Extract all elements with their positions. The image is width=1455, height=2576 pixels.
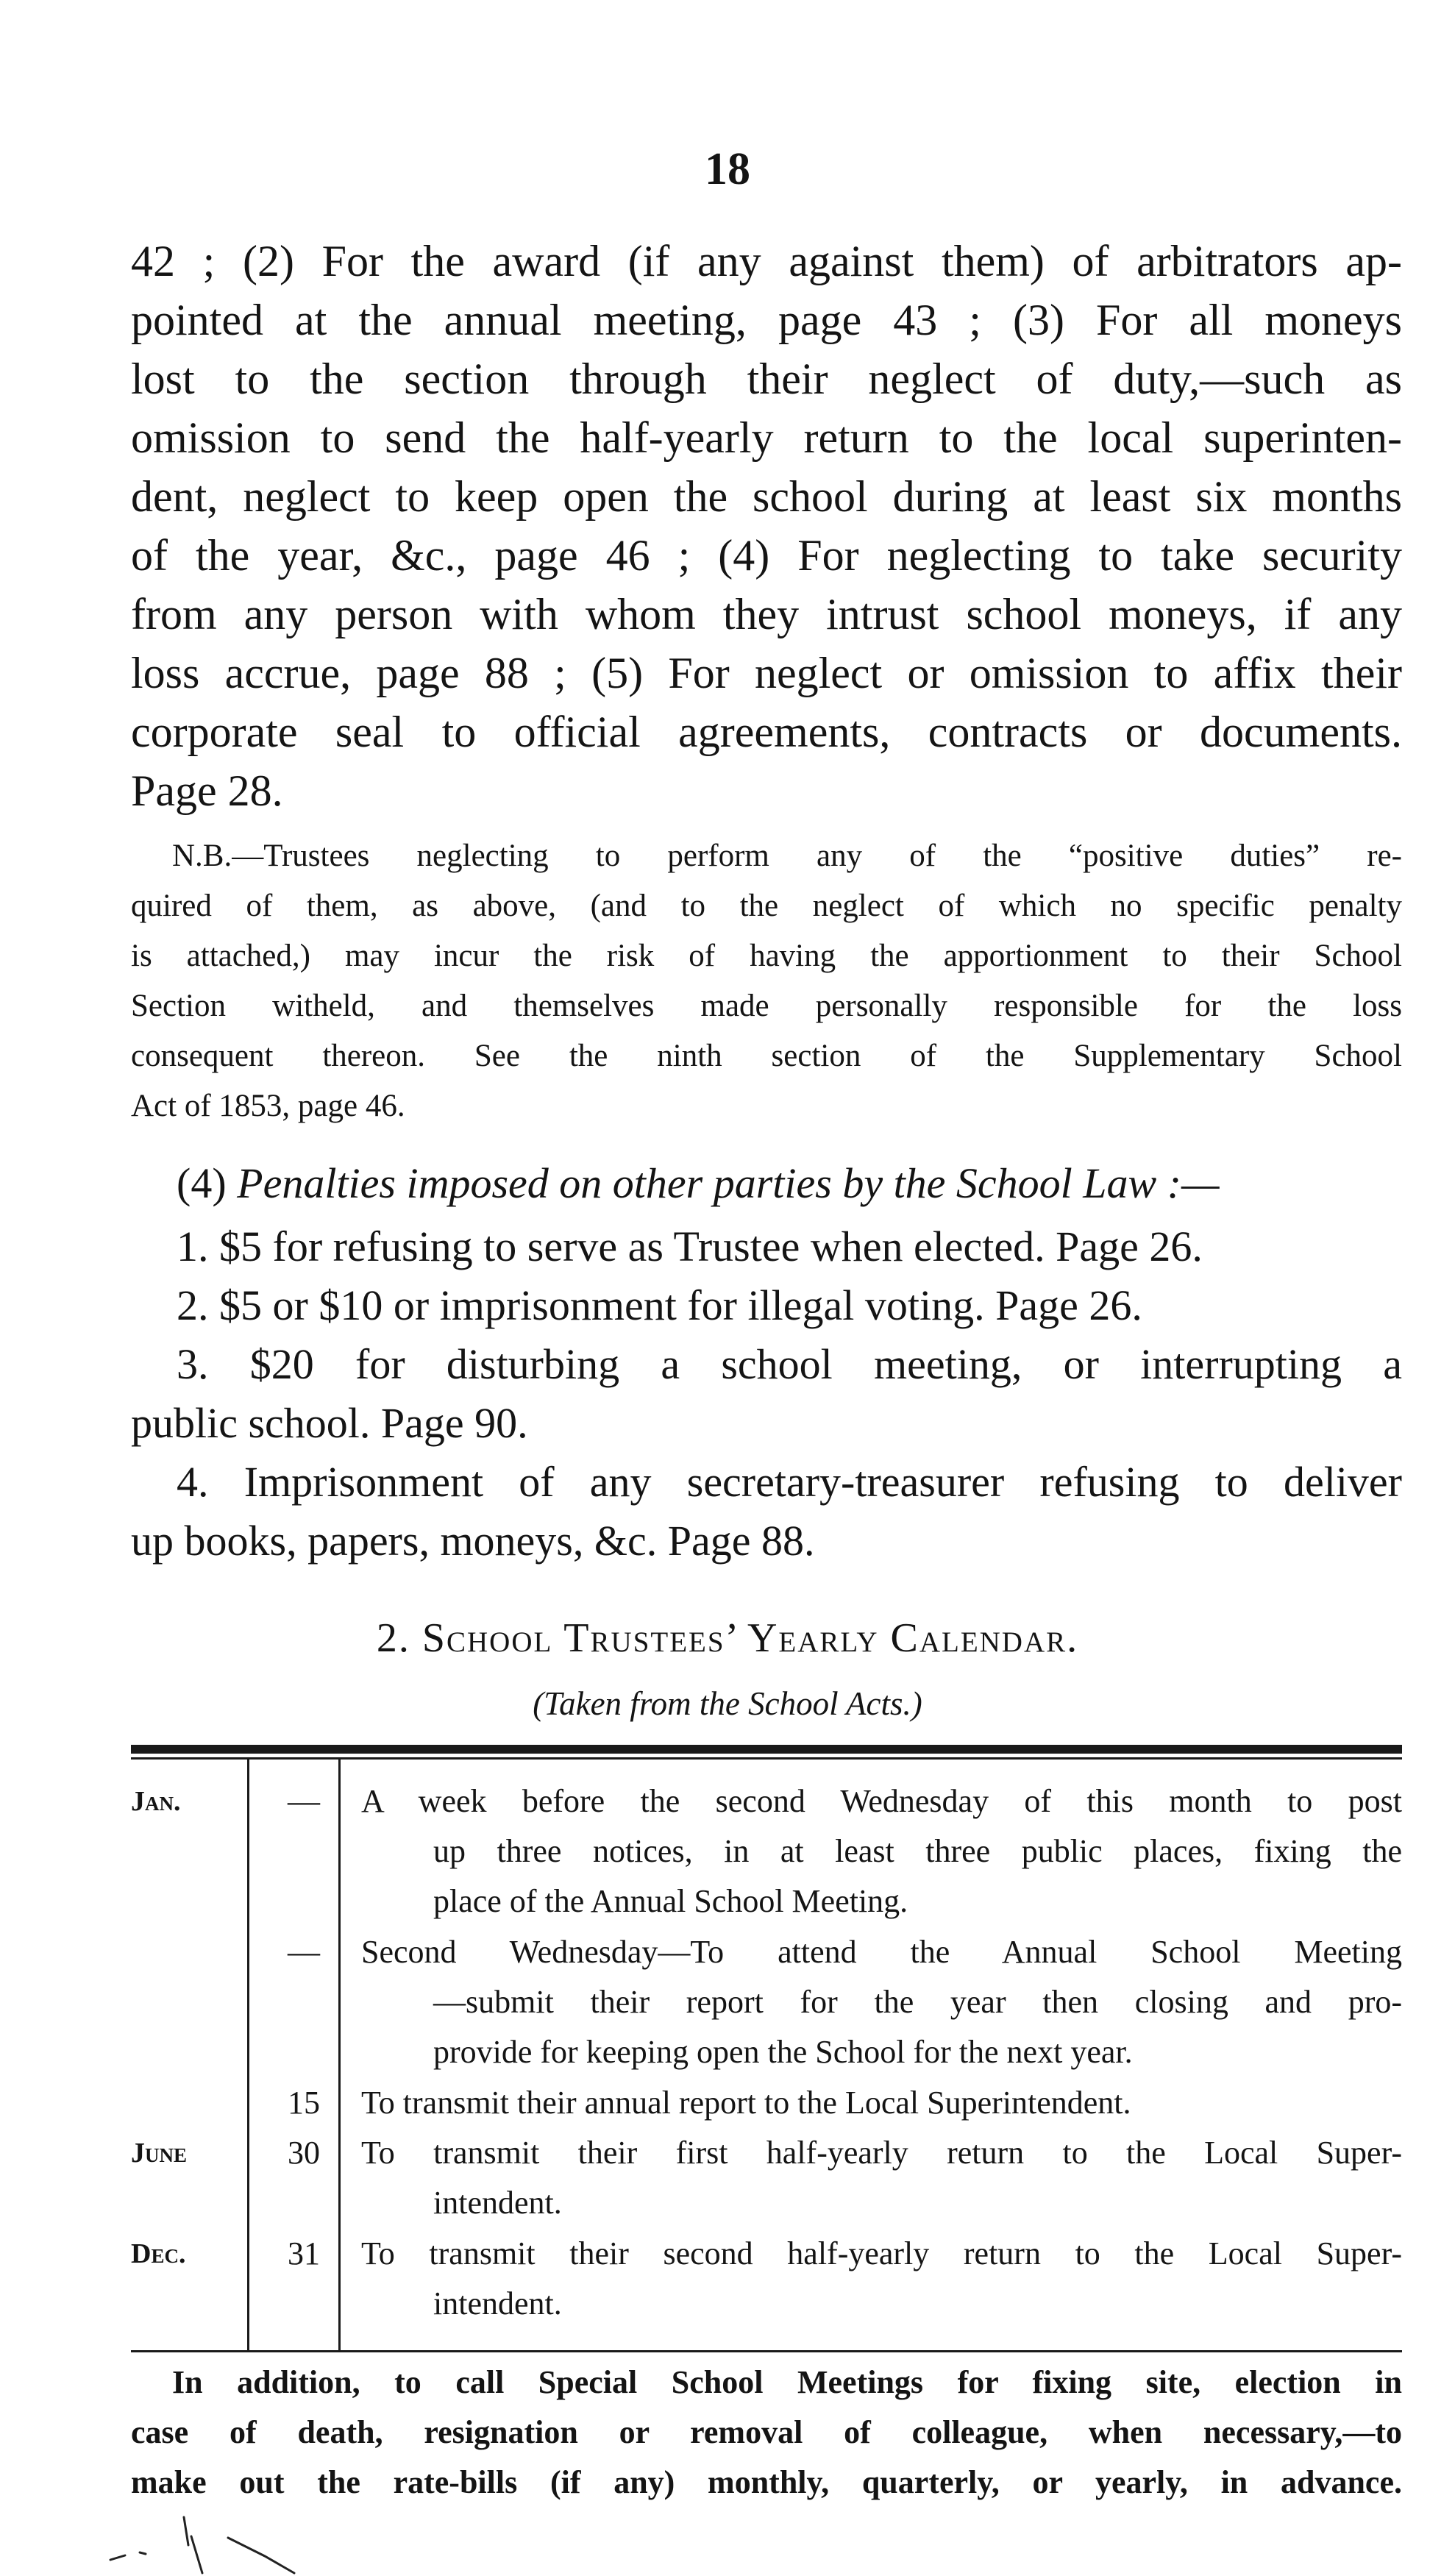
text-line: —submit their report for the year then closing and pro- xyxy=(433,1984,1402,2020)
text-line: corporate seal to official agreements, contracts or documents. xyxy=(131,708,1402,756)
text-line: To transmit their second half-yearly return to the Local Super- xyxy=(361,2235,1402,2271)
text-line: In addition, to call Special School Meetings for fixing site, election in xyxy=(172,2364,1402,2400)
penalty-item xyxy=(131,1276,1402,1335)
trustee-liabilities-paragraph xyxy=(131,232,1402,820)
text-line: N.B.—Trustees neglecting to perform any of the “positive duties” re- xyxy=(172,839,1402,873)
penalties-title: Penalties imposed on other parties by the School Law :— xyxy=(237,1159,1220,1207)
section-marker: (4) xyxy=(177,1159,227,1207)
text-line: intendent. xyxy=(433,2185,562,2221)
text-line: up books, papers, moneys, &c. Page 88. xyxy=(131,1517,815,1565)
duty-cell xyxy=(361,1927,1402,2077)
nota-bene-note xyxy=(131,831,1402,1131)
text-line: lost to the section through their neglect of duty,—such as xyxy=(131,355,1402,403)
text-line: public school. Page 90. xyxy=(131,1399,528,1447)
text-line: Second Wednesday—To attend the Annual School Meeting xyxy=(361,1934,1402,1970)
duty-cell xyxy=(361,2078,1402,2128)
text-line: To transmit their annual report to the Local Superintendent. xyxy=(361,2085,1131,2121)
text-line: To transmit their first half-yearly return to the Local Super- xyxy=(361,2135,1402,2171)
table-top-rule xyxy=(131,1745,1402,1754)
duty-cell xyxy=(361,2229,1402,2329)
text-line: 4. Imprisonment of any secretary-treasurer refusing to deliver xyxy=(177,1458,1402,1506)
text-line: 2. $5 or $10 or imprisonment for illegal voting. Page 26. xyxy=(177,1281,1142,1329)
text-line: 42 ; (2) For the award (if any against them) of arbitrators ap- xyxy=(131,237,1402,285)
text-line: 1. $5 for refusing to serve as Trustee when elected. Page 26. xyxy=(177,1223,1203,1270)
month-cell: Jan. xyxy=(131,1786,181,1817)
text-line: Section witheld, and themselves made personally responsible for the loss xyxy=(131,989,1402,1023)
table-top-rule-thin xyxy=(131,1757,1402,1760)
penalty-item xyxy=(131,1453,1402,1570)
text-line: A week before the second Wednesday of this month to post xyxy=(361,1783,1402,1819)
text-line: provide for keeping open the School for the next year. xyxy=(433,2034,1133,2070)
day-cell: — xyxy=(288,1783,320,1819)
text-line: make out the rate-bills (if any) monthly, quarterly, or yearly, in advance. xyxy=(131,2464,1402,2500)
day-cell: 15 xyxy=(288,2085,320,2121)
duty-cell xyxy=(361,2128,1402,2228)
column-divider xyxy=(247,1760,249,2350)
penalties-heading xyxy=(177,1159,1220,1208)
day-cell: 31 xyxy=(288,2235,320,2271)
calendar-subtitle: (Taken from the School Acts.) xyxy=(533,1685,922,1722)
day-cell: 30 xyxy=(288,2135,320,2171)
text-line: of the year, &c., page 46 ; (4) For neglecting to take security xyxy=(131,531,1402,580)
text-line: pointed at the annual meeting, page 43 ; (3) For all moneys xyxy=(131,296,1402,344)
text-line: case of death, resignation or removal of colleague, when necessary,—to xyxy=(131,2414,1402,2450)
month-cell: June xyxy=(131,2138,188,2168)
text-line: Page 28. xyxy=(131,766,283,815)
text-line: 3. $20 for disturbing a school meeting, or interrupting a xyxy=(177,1340,1402,1388)
text-line: from any person with whom they intrust school moneys, if any xyxy=(131,590,1402,638)
page-number: 18 xyxy=(705,144,750,194)
text-line: omission to send the half-yearly return to the local superinten- xyxy=(131,413,1402,462)
text-line: place of the Annual School Meeting. xyxy=(433,1883,908,1919)
ink-scribble-mark xyxy=(81,2516,324,2575)
calendar-title: 2. School Trustees’ Yearly Calendar. xyxy=(376,1615,1079,1661)
duty-cell xyxy=(361,1776,1402,1926)
text-line: loss accrue, page 88 ; (5) For neglect or omission to affix their xyxy=(131,649,1402,697)
text-line: dent, neglect to keep open the school during at least six months xyxy=(131,472,1402,521)
penalty-item xyxy=(131,1217,1402,1276)
day-cell: — xyxy=(288,1934,320,1970)
text-line: is attached,) may incur the risk of having the apportionment to their School xyxy=(131,939,1402,973)
text-line: quired of them, as above, (and to the neglect of which no specific penalty xyxy=(131,889,1402,923)
penalty-item xyxy=(131,1335,1402,1453)
text-line: consequent thereon. See the ninth section of the Supplementary School xyxy=(131,1039,1402,1073)
month-cell: Dec. xyxy=(131,2238,186,2269)
calendar-footnote xyxy=(131,2358,1402,2508)
text-line: up three notices, in at least three public places, fixing the xyxy=(433,1833,1402,1869)
table-bottom-rule xyxy=(131,2350,1402,2352)
text-line: intendent. xyxy=(433,2285,562,2321)
text-line: Act of 1853, page 46. xyxy=(131,1089,405,1123)
